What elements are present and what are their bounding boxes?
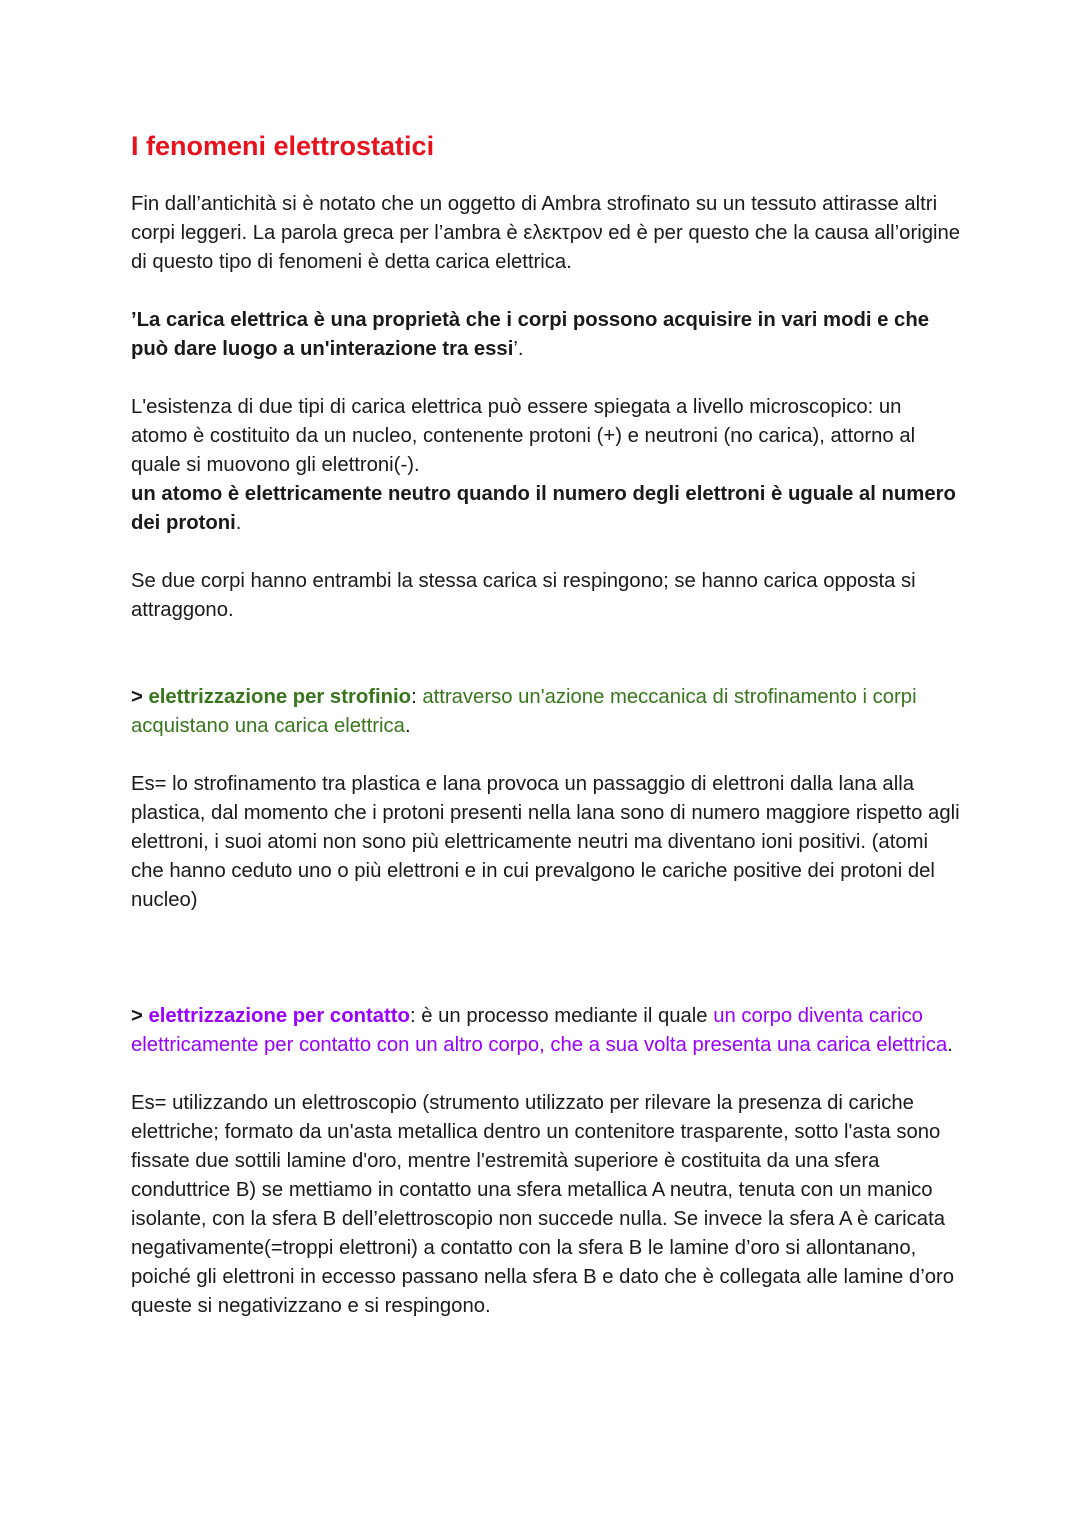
strofinio-colon: : <box>411 686 417 708</box>
definition-bold-text: ’La carica elettrica è una proprietà che i corpi possono acquisire in vari modi e che può dare luogo a un'interazione tra essi <box>131 309 929 360</box>
definition-tail: ’. <box>513 338 524 360</box>
page-title: I fenomeni elettrostatici <box>131 131 435 161</box>
strofinio-example-paragraph: Es= lo strofinamento tra plastica e lana provoca un passaggio di elettroni dalla lana alla plastica, dal momento che i protoni presenti nella lana sono di numero maggiore rispetto agli elettroni, i suoi atomi non sono più elettricamente neutri ma diventano ioni positivi. (atomi che hanno ceduto uno o più elettroni e in cui prevalgono le cariche positive dei protoni del nucleo) <box>131 773 960 911</box>
contatto-marker: > <box>131 1005 149 1027</box>
contatto-term: elettrizzazione per contatto <box>148 1005 410 1027</box>
document-page <box>131 128 961 1321</box>
strofinio-heading-paragraph <box>131 683 961 741</box>
contatto-example-paragraph: Es= utilizzando un elettroscopio (strumento utilizzato per rilevare la presenza di cariche elettriche; formato da un'asta metallica dentro un contenitore trasparente, sotto l'asta sono fissate due sottili lamine d'oro, mentre l'estremità superiore è costituita da una sfera conduttrice B) se mettiamo in contatto una sfera metallica A neutra, tenuta con un manico isolante, con la sfera B dell’elettroscopio non succede nulla. Se invece la sfera A è caricata negativamente(=troppi elettroni) a contatto con la sfera B le lamine d’oro si allontanano, poiché gli elettroni in eccesso passano nella sfera B e dato che è collegata alle lamine d’oro queste si negativizzano e si respingono. <box>131 1092 955 1317</box>
strofinio-term: elettrizzazione per strofinio <box>148 686 412 708</box>
microscopic-paragraph <box>131 393 961 538</box>
definition-paragraph <box>131 306 961 364</box>
charges-paragraph: Se due corpi hanno entrambi la stessa carica si respingono; se hanno carica opposta si attraggono. <box>131 570 916 621</box>
contatto-heading-paragraph <box>131 1002 961 1060</box>
strofinio-tail: . <box>404 715 411 737</box>
neutral-atom-bold-text: un atomo è elettricamente neutro quando il numero degli elettroni è uguale al numero dei protoni <box>131 483 956 534</box>
intro-paragraph: Fin dall’antichità si è notato che un oggetto di Ambra strofinato su un tessuto attirasse altri corpi leggeri. La parola greca per l’ambra è ελεκτρον ed è per questo che la causa all’origine di questo tipo di fenomeni è detta carica elettrica. <box>131 193 961 273</box>
contatto-tail: . <box>947 1034 953 1056</box>
contatto-plain-text: : è un processo mediante il quale <box>409 1005 714 1027</box>
strofinio-marker: > <box>131 686 149 708</box>
microscopic-tail: . <box>235 512 242 534</box>
microscopic-text: L'esistenza di due tipi di carica elettrica può essere spiegata a livello microscopico: un atomo è costituito da un nucleo, contenente protoni (+) e neutroni (no carica), attorno al quale si muovono gli elettroni(-). <box>131 396 916 476</box>
strofinio-description: attraverso un'azione meccanica di strofinamento i corpi acquistano una carica elettrica <box>131 686 917 737</box>
contatto-description: un corpo diventa carico elettricamente per contatto con un altro corpo, che a sua volta presenta una carica elettrica <box>131 1005 948 1056</box>
